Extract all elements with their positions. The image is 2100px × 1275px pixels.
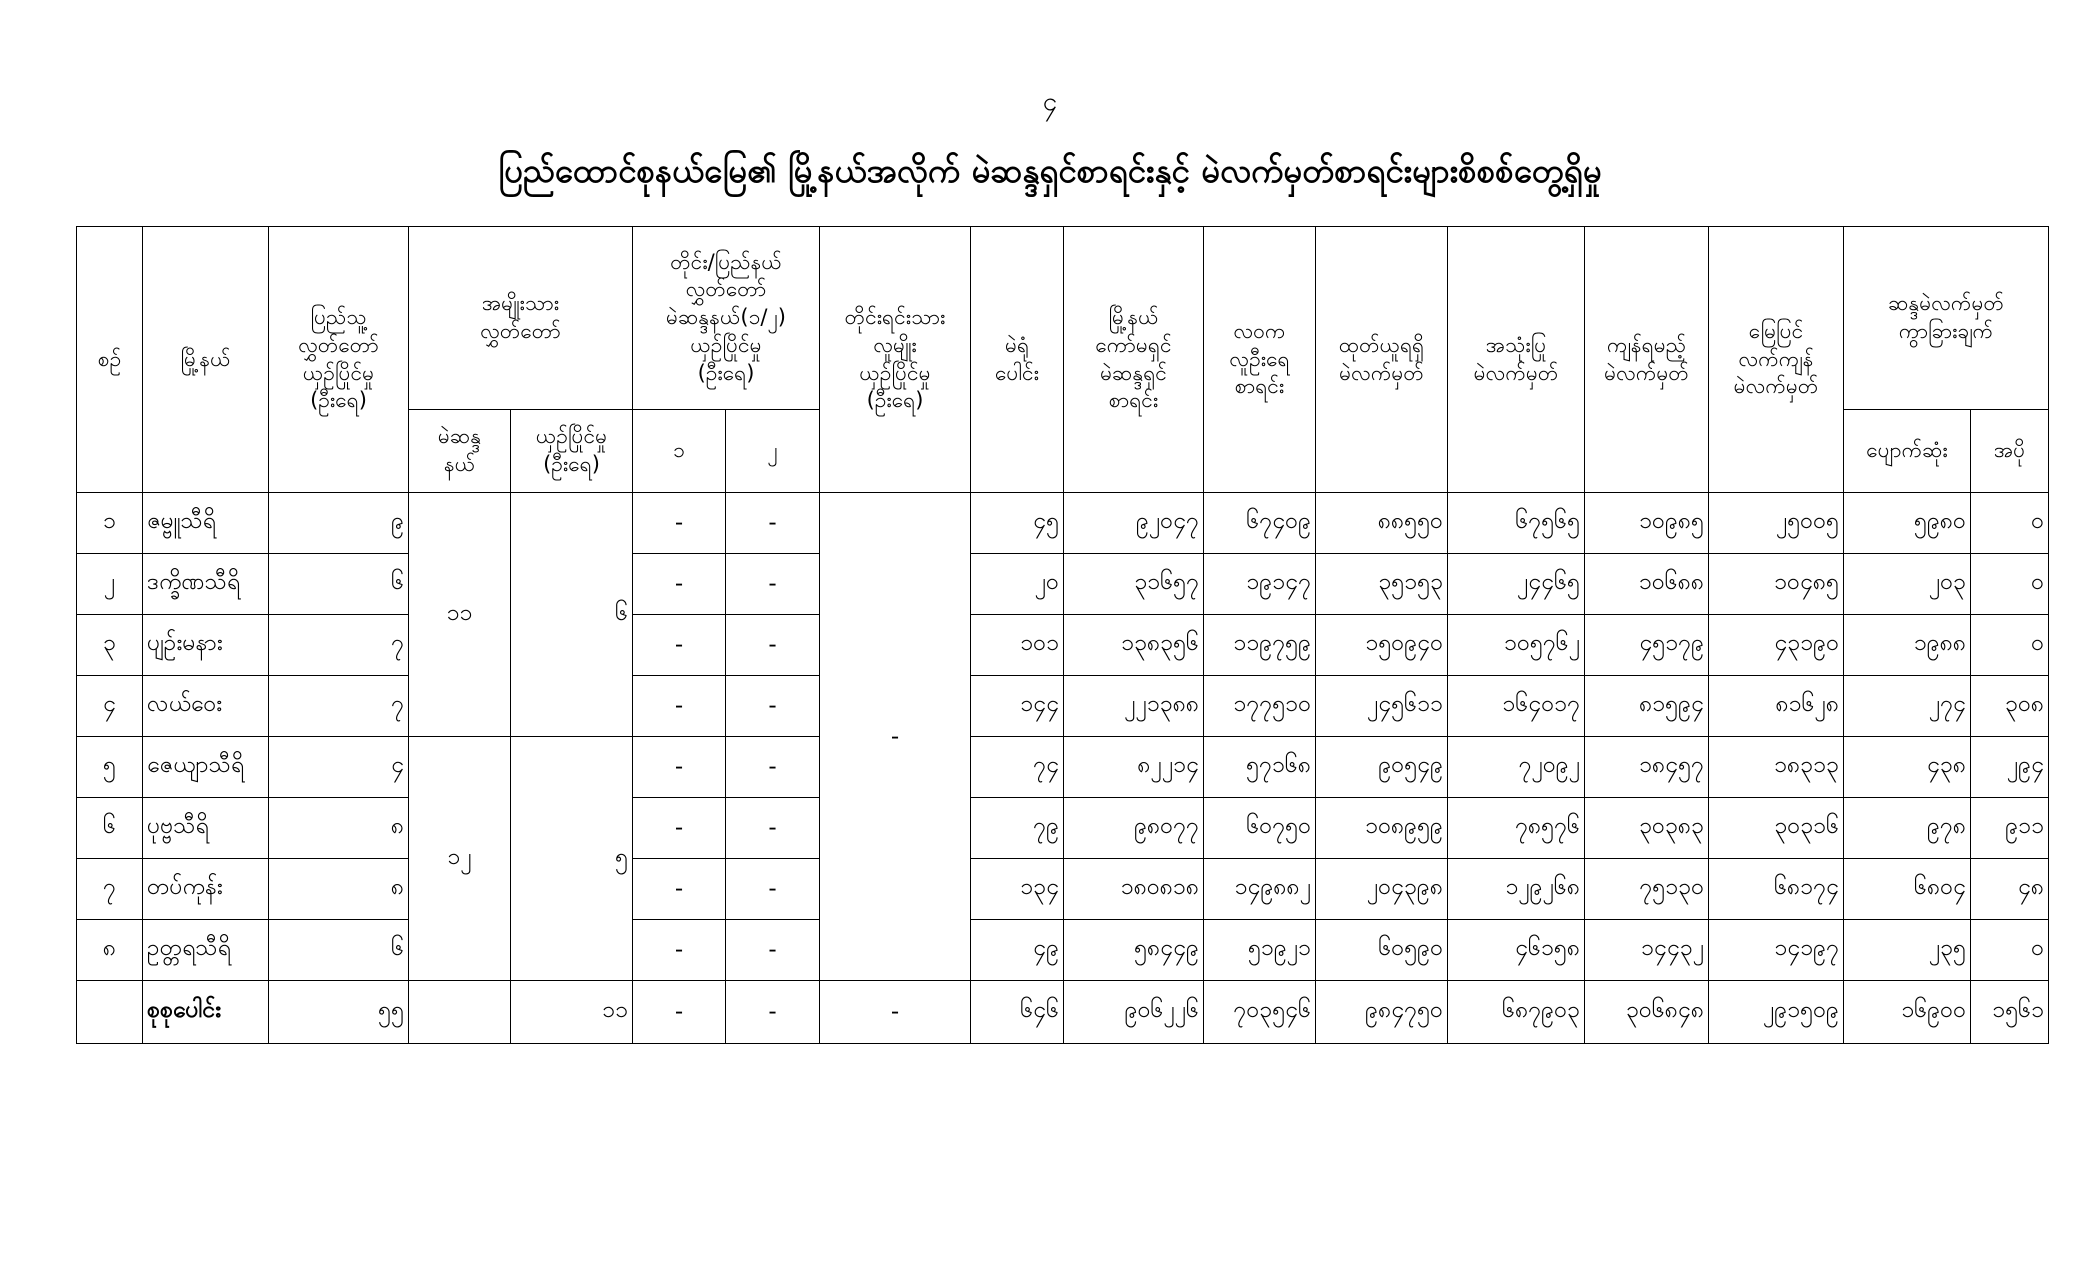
cell-excess: ၀ bbox=[1971, 920, 2049, 981]
cell-commission: ၉၂၀၄၇ bbox=[1064, 493, 1204, 554]
cell-region-2: - bbox=[726, 676, 820, 737]
cell-amyotha-const: ၁၂ bbox=[409, 737, 511, 981]
cell-no: ၂ bbox=[77, 554, 143, 615]
cell-region-1: - bbox=[633, 554, 726, 615]
cell-missing: ၂၃၅ bbox=[1844, 920, 1971, 981]
table-row bbox=[77, 615, 2049, 676]
header-amyotha: အမျိုးသား လွှတ်တော် bbox=[409, 227, 633, 410]
cell-remaining: ၁၄၄၃၂ bbox=[1585, 920, 1709, 981]
cell-total-used: ၆၈၇၉၀၃ bbox=[1448, 981, 1585, 1044]
cell-total-region-1: - bbox=[633, 981, 726, 1044]
cell-missing: ၅၉၈၀ bbox=[1844, 493, 1971, 554]
cell-booths: ၇၄ bbox=[971, 737, 1064, 798]
cell-region-2: - bbox=[726, 554, 820, 615]
cell-total-excess: ၁၅၆၁ bbox=[1971, 981, 2049, 1044]
cell-pyithu: ၈ bbox=[269, 798, 409, 859]
cell-used: ၇၂၀၉၂ bbox=[1448, 737, 1585, 798]
header-used: အသုံးပြု မဲလက်မှတ် bbox=[1448, 227, 1585, 493]
cell-lawka: ၁၁၉၇၅၉ bbox=[1204, 615, 1316, 676]
cell-region-2: - bbox=[726, 737, 820, 798]
cell-missing: ၄၃၈ bbox=[1844, 737, 1971, 798]
cell-no: ၇ bbox=[77, 859, 143, 920]
cell-remaining: ၇၅၁၃၀ bbox=[1585, 859, 1709, 920]
cell-booths: ၇၉ bbox=[971, 798, 1064, 859]
cell-total-ethnic: - bbox=[820, 981, 971, 1044]
page-title: ပြည်ထောင်စုနယ်မြေ၏ မြို့နယ်အလိုက် မဲဆန္ဒရှင်စာရင်းနှင့် မဲလက်မှတ်စာရင်းများစိစစ်တွေ့ရှိမှု bbox=[498, 151, 1602, 190]
cell-lawka: ၅၇၁၆၈ bbox=[1204, 737, 1316, 798]
cell-actual: ၁၀၄၈၅ bbox=[1709, 554, 1844, 615]
cell-region-2: - bbox=[726, 798, 820, 859]
cell-township: ဇမ္ဗူသီရိ bbox=[143, 493, 269, 554]
table-row bbox=[77, 920, 2049, 981]
cell-pyithu: ၆ bbox=[269, 554, 409, 615]
cell-pyithu: ၉ bbox=[269, 493, 409, 554]
cell-region-2: - bbox=[726, 920, 820, 981]
cell-issued: ၃၅၁၅၃ bbox=[1316, 554, 1448, 615]
header-issued: ထုတ်ယူရရှိ မဲလက်မှတ် bbox=[1316, 227, 1448, 493]
cell-excess: ၂၉၄ bbox=[1971, 737, 2049, 798]
cell-missing: ၆၈၀၄ bbox=[1844, 859, 1971, 920]
cell-total-remaining: ၃၀၆၈၄၈ bbox=[1585, 981, 1709, 1044]
header-booths: မဲရုံ ပေါင်း bbox=[971, 227, 1064, 493]
cell-township: ဇေယျာသီရိ bbox=[143, 737, 269, 798]
table-row bbox=[77, 737, 2049, 798]
cell-used: ၁၀၅၇၆၂ bbox=[1448, 615, 1585, 676]
cell-amyotha-contest: ၅ bbox=[511, 737, 633, 981]
cell-total-commission: ၉၀၆၂၂၆ bbox=[1064, 981, 1204, 1044]
cell-commission: ၂၂၁၃၈၈ bbox=[1064, 676, 1204, 737]
cell-issued: ၉၀၅၄၉ bbox=[1316, 737, 1448, 798]
cell-missing: ၁၉၈၈ bbox=[1844, 615, 1971, 676]
cell-region-2: - bbox=[726, 493, 820, 554]
cell-remaining: ၁၀၆၈၈ bbox=[1585, 554, 1709, 615]
cell-township: ပျဉ်းမနား bbox=[143, 615, 269, 676]
cell-actual: ၃၀၃၁၆ bbox=[1709, 798, 1844, 859]
header-amyotha-contest: ယှဉ်ပြိုင်မှု (ဦးရေ) bbox=[511, 410, 633, 493]
cell-region-1: - bbox=[633, 798, 726, 859]
header-township: မြို့နယ် bbox=[143, 227, 269, 493]
cell-issued: ၆၀၅၉၀ bbox=[1316, 920, 1448, 981]
cell-no: ၆ bbox=[77, 798, 143, 859]
table-row bbox=[77, 554, 2049, 615]
cell-commission: ၃၁၆၅၇ bbox=[1064, 554, 1204, 615]
cell-no: ၁ bbox=[77, 493, 143, 554]
cell-township: ပုဗ္ဗသီရိ bbox=[143, 798, 269, 859]
cell-lawka: ၆၀၇၅၀ bbox=[1204, 798, 1316, 859]
header-region-2: ၂ bbox=[726, 410, 820, 493]
cell-lawka: ၁၄၉၈၈၂ bbox=[1204, 859, 1316, 920]
cell-no: ၈ bbox=[77, 920, 143, 981]
cell-lawka: ၁၇၇၅၁၀ bbox=[1204, 676, 1316, 737]
cell-ethnic: - bbox=[820, 493, 971, 981]
cell-total-actual: ၂၉၁၅၀၉ bbox=[1709, 981, 1844, 1044]
cell-township: ဒက္ခိဏသီရိ bbox=[143, 554, 269, 615]
cell-booths: ၁၄၄ bbox=[971, 676, 1064, 737]
cell-used: ၆၇၅၆၅ bbox=[1448, 493, 1585, 554]
cell-remaining: ၁၈၄၅၇ bbox=[1585, 737, 1709, 798]
header-remaining: ကျန်ရမည့် မဲလက်မှတ် bbox=[1585, 227, 1709, 493]
cell-lawka: ၅၁၉၂၁ bbox=[1204, 920, 1316, 981]
cell-excess: ၉၁၁ bbox=[1971, 798, 2049, 859]
cell-remaining: ၈၁၅၉၄ bbox=[1585, 676, 1709, 737]
cell-pyithu: ၄ bbox=[269, 737, 409, 798]
header-diff-missing: ပျောက်ဆုံး bbox=[1844, 410, 1971, 493]
header-pyithu: ပြည်သူ့ လွှတ်တော် ယှဉ်ပြိုင်မှု (ဦးရေ) bbox=[269, 227, 409, 493]
cell-used: ၁၂၉၂၆၈ bbox=[1448, 859, 1585, 920]
cell-missing: ၂၇၄ bbox=[1844, 676, 1971, 737]
cell-total-booths: ၆၄၆ bbox=[971, 981, 1064, 1044]
cell-issued: ၂၀၄၃၉၈ bbox=[1316, 859, 1448, 920]
cell-actual: ၁၈၃၁၃ bbox=[1709, 737, 1844, 798]
cell-booths: ၄၅ bbox=[971, 493, 1064, 554]
header-commission-voters: မြို့နယ် ကော်မရှင် မဲဆန္ဒရှင် စာရင်း bbox=[1064, 227, 1204, 493]
cell-region-2: - bbox=[726, 615, 820, 676]
cell-used: ၄၆၁၅၈ bbox=[1448, 920, 1585, 981]
header-region: တိုင်း/ပြည်နယ် လွှတ်တော် မဲဆန္ဒနယ်(၁/၂) ယှဉ်ပြိုင်မှု (ဦးရေ) bbox=[633, 227, 820, 410]
header-region-1: ၁ bbox=[633, 410, 726, 493]
cell-excess: ၀ bbox=[1971, 493, 2049, 554]
cell-total-amyotha-const bbox=[409, 981, 511, 1044]
cell-no: ၄ bbox=[77, 676, 143, 737]
cell-missing: ၉၇၈ bbox=[1844, 798, 1971, 859]
cell-pyithu: ၈ bbox=[269, 859, 409, 920]
cell-booths: ၁၃၄ bbox=[971, 859, 1064, 920]
cell-actual: ၆၈၁၇၄ bbox=[1709, 859, 1844, 920]
cell-issued: ၁၅၀၉၄၀ bbox=[1316, 615, 1448, 676]
header-diff: ဆန္ဒမဲလက်မှတ် ကွာခြားချက် bbox=[1844, 227, 2049, 410]
cell-total-missing: ၁၆၉၀၀ bbox=[1844, 981, 1971, 1044]
cell-amyotha-contest: ၆ bbox=[511, 493, 633, 737]
cell-region-1: - bbox=[633, 920, 726, 981]
cell-used: ၂၄၄၆၅ bbox=[1448, 554, 1585, 615]
cell-commission: ၈၂၂၁၄ bbox=[1064, 737, 1204, 798]
voter-ballot-table bbox=[76, 226, 2049, 1044]
cell-excess: ၃၀၈ bbox=[1971, 676, 2049, 737]
cell-remaining: ၃၀၃၈၃ bbox=[1585, 798, 1709, 859]
cell-region-2: - bbox=[726, 859, 820, 920]
cell-region-1: - bbox=[633, 859, 726, 920]
cell-booths: ၁၀၁ bbox=[971, 615, 1064, 676]
cell-remaining: ၄၅၁၇၉ bbox=[1585, 615, 1709, 676]
cell-booths: ၂၀ bbox=[971, 554, 1064, 615]
cell-booths: ၄၉ bbox=[971, 920, 1064, 981]
table-row bbox=[77, 676, 2049, 737]
cell-no bbox=[77, 981, 143, 1044]
cell-issued: ၈၈၅၅၀ bbox=[1316, 493, 1448, 554]
header-actual-remaining: မြေပြင် လက်ကျန် မဲလက်မှတ် bbox=[1709, 227, 1844, 493]
cell-actual: ၄၃၁၉၀ bbox=[1709, 615, 1844, 676]
cell-pyithu: ၇ bbox=[269, 676, 409, 737]
cell-commission: ၉၈၀၇၇ bbox=[1064, 798, 1204, 859]
cell-pyithu: ၇ bbox=[269, 615, 409, 676]
cell-remaining: ၁၀၉၈၅ bbox=[1585, 493, 1709, 554]
cell-region-1: - bbox=[633, 737, 726, 798]
cell-lawka: ၆၇၄၀၉ bbox=[1204, 493, 1316, 554]
total-row bbox=[77, 981, 2049, 1044]
cell-no: ၅ bbox=[77, 737, 143, 798]
table-row bbox=[77, 798, 2049, 859]
cell-total-region-2: - bbox=[726, 981, 820, 1044]
cell-total-pyithu: ၅၅ bbox=[269, 981, 409, 1044]
cell-used: ၇၈၅၇၆ bbox=[1448, 798, 1585, 859]
cell-used: ၁၆၄၀၁၇ bbox=[1448, 676, 1585, 737]
cell-issued: ၂၄၅၆၁၁ bbox=[1316, 676, 1448, 737]
cell-region-1: - bbox=[633, 676, 726, 737]
header-ethnic: တိုင်းရင်းသား လူမျိုး ယှဉ်ပြိုင်မှု (ဦးရေ) bbox=[820, 227, 971, 493]
cell-amyotha-const: ၁၁ bbox=[409, 493, 511, 737]
cell-commission: ၅၈၄၄၉ bbox=[1064, 920, 1204, 981]
cell-total-lawka: ၇၀၃၅၄၆ bbox=[1204, 981, 1316, 1044]
cell-missing: ၂၀၃ bbox=[1844, 554, 1971, 615]
header-amyotha-const: မဲဆန္ဒ နယ် bbox=[409, 410, 511, 493]
page-number: ၄ bbox=[1042, 87, 1058, 117]
table-row bbox=[77, 493, 2049, 554]
header-diff-excess: အပို bbox=[1971, 410, 2049, 493]
cell-commission: ၁၈၀၈၁၈ bbox=[1064, 859, 1204, 920]
table-row bbox=[77, 859, 2049, 920]
cell-pyithu: ၆ bbox=[269, 920, 409, 981]
cell-lawka: ၁၉၁၄၇ bbox=[1204, 554, 1316, 615]
cell-excess: ၀ bbox=[1971, 554, 2049, 615]
cell-excess: ၀ bbox=[1971, 615, 2049, 676]
cell-actual: ၂၅၀၀၅ bbox=[1709, 493, 1844, 554]
cell-actual: ၁၄၁၉၇ bbox=[1709, 920, 1844, 981]
cell-township: တပ်ကုန်း bbox=[143, 859, 269, 920]
cell-total-amyotha-contest: ၁၁ bbox=[511, 981, 633, 1044]
cell-township: လယ်ဝေး bbox=[143, 676, 269, 737]
cell-excess: ၄၈ bbox=[1971, 859, 2049, 920]
cell-no: ၃ bbox=[77, 615, 143, 676]
cell-issued: ၁၀၈၉၅၉ bbox=[1316, 798, 1448, 859]
cell-commission: ၁၃၈၃၅၆ bbox=[1064, 615, 1204, 676]
header-lawka-voters: လဝက လူဦးရေ စာရင်း bbox=[1204, 227, 1316, 493]
cell-region-1: - bbox=[633, 615, 726, 676]
cell-region-1: - bbox=[633, 493, 726, 554]
cell-total-issued: ၉၈၄၇၅၀ bbox=[1316, 981, 1448, 1044]
cell-township: ဥတ္တရသီရိ bbox=[143, 920, 269, 981]
header-no: စဉ် bbox=[77, 227, 143, 493]
cell-actual: ၈၁၆၂၈ bbox=[1709, 676, 1844, 737]
cell-total-label: စုစုပေါင်း bbox=[143, 981, 269, 1044]
